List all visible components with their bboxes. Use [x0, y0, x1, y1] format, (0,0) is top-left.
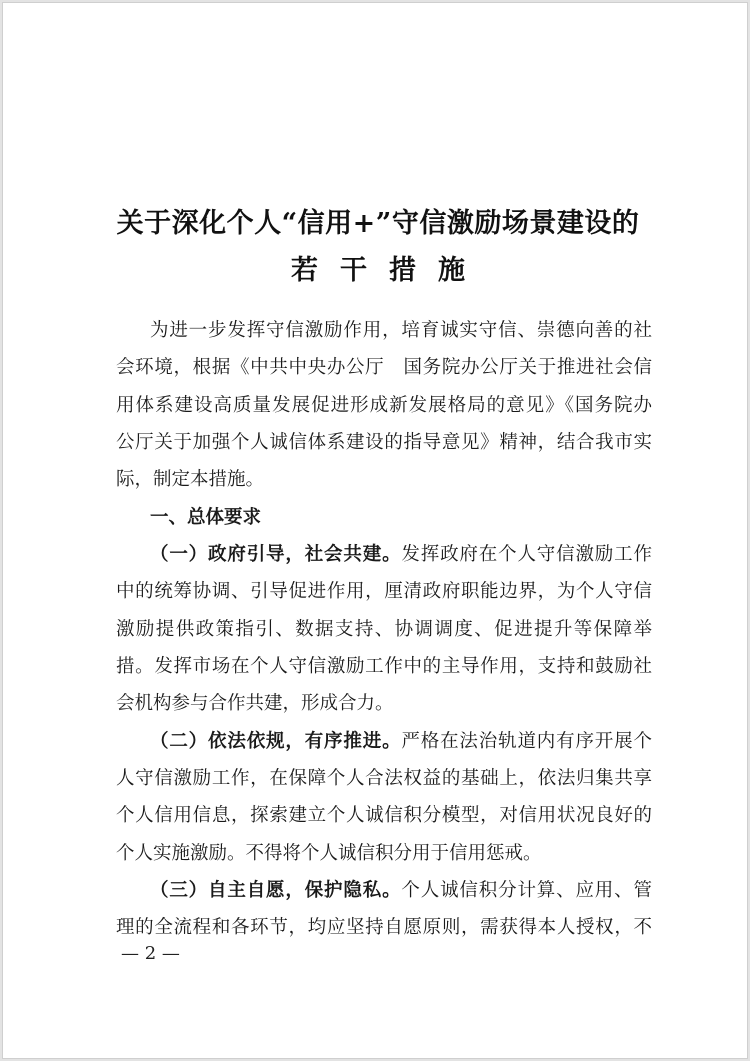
- paragraph-line: 理的全流程和各环节，均应坚持自愿原则，需获得本人授权，不: [116, 917, 652, 938]
- section-heading: 一、总体要求: [150, 507, 262, 528]
- paragraph-line: [150, 730, 652, 754]
- item-lead: （三）自主自愿，保护隐私。: [150, 880, 402, 901]
- paragraph-line: [150, 543, 652, 567]
- document-title-line-1: 关于深化个人“信用+”守信激励场景建设的: [116, 208, 640, 239]
- paragraph-line: 公厅关于加强个人诚信体系建设的指导意见》精神，结合我市实: [116, 432, 652, 453]
- paragraph-line: 个人信用信息，探索建立个人诚信积分模型，对信用状况良好的: [116, 805, 652, 826]
- paragraph-line: 为进一步发挥守信激励作用，培育诚实守信、崇德向善的社: [150, 320, 652, 341]
- paragraph-line: 会环境，根据《中共中央办公厅 国务院办公厅关于推进社会信: [116, 357, 652, 378]
- item-lead: （二）依法依规，有序推进。: [150, 731, 402, 752]
- item-text: 个人诚信积分计算、应用、管: [401, 880, 652, 901]
- paragraph-line: 人守信激励工作，在保障个人合法权益的基础上，依法归集共享: [116, 768, 652, 789]
- paragraph-line: 用体系建设高质量发展促进形成新发展格局的意见》《国务院办: [116, 395, 652, 416]
- paragraph-line: 个人实施激励。不得将个人诚信积分用于信用惩戒。: [116, 843, 542, 864]
- item-text: 发挥政府在个人守信激励工作: [401, 544, 652, 565]
- item-text: 严格在法治轨道内有序开展个: [401, 731, 652, 752]
- paragraph-line: 会机构参与合作共建，形成合力。: [116, 693, 394, 714]
- document-title-line-2: 若干措施: [291, 255, 487, 286]
- paragraph-line: 激励提供政策指引、数据支持、协调调度、促进提升等保障举: [116, 619, 652, 640]
- paragraph-line: 中的统筹协调、引导促进作用，厘清政府职能边界，为个人守信: [116, 581, 652, 602]
- item-lead: （一）政府引导，社会共建。: [150, 544, 402, 565]
- page-number: — 2 —: [121, 943, 180, 964]
- paragraph-line: 际，制定本措施。: [116, 469, 265, 490]
- document-page: [2, 2, 748, 1059]
- paragraph-line: 措。发挥市场在个人守信激励工作中的主导作用，支持和鼓励社: [116, 656, 652, 677]
- paragraph-line: [150, 879, 652, 903]
